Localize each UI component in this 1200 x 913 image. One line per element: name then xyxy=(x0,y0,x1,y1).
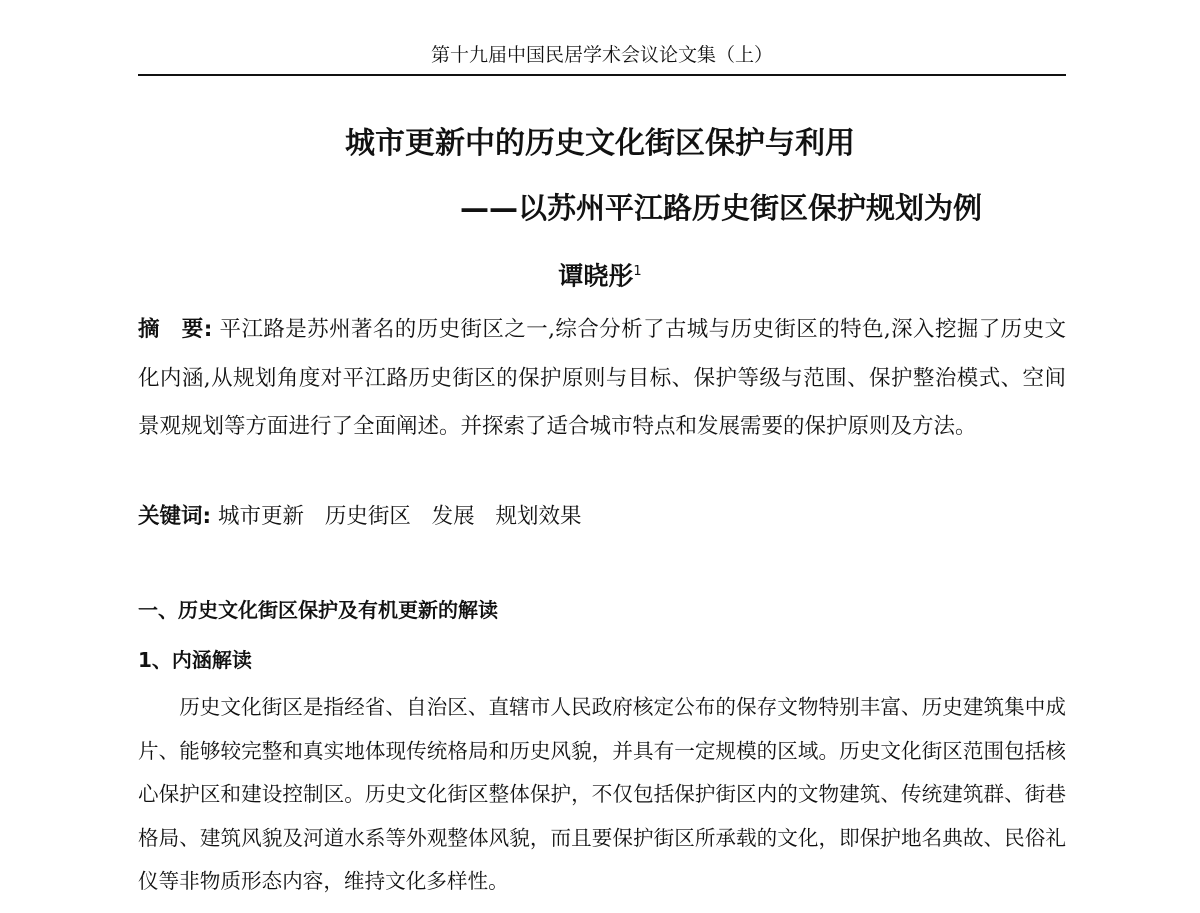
keywords xyxy=(138,497,1066,537)
section-heading: 一、历史文化街区保护及有机更新的解读 xyxy=(138,598,498,622)
header-rule xyxy=(138,74,1066,76)
author-line xyxy=(0,252,1200,296)
keyword-item: 城市更新 xyxy=(217,504,304,529)
body-paragraph: 历史文化街区是指经省、自治区、直辖市人民政府核定公布的保存文物特别丰富、历史建筑集中成片、能够较完整和真实地体现传统格局和历史风貌，并具有一定规模的区域。历史文化街区范围包括核心保护区和建设控制区。历史文化街区整体保护，不仅包括保护街区内的文物建筑、传统建筑群、街巷格局、建筑风貌及河道水系等外观整体风貌，而且要保护街区所承载的文化，即保护地名典故、民俗礼仪等非物质形态内容，维持文化多样性。 xyxy=(138,695,1066,893)
keyword-item: 发展 xyxy=(431,504,475,529)
keywords-label: 关键词: xyxy=(138,504,212,529)
running-header: 第十九届中国民居学术会议论文集（上） xyxy=(430,44,773,66)
abstract xyxy=(138,306,1066,452)
author-name: 谭晓彤 xyxy=(558,261,634,291)
subsection-heading: 1、内涵解读 xyxy=(138,648,252,672)
abstract-text: 平江路是苏州著名的历史街区之一,综合分析了古城与历史街区的特色,深入挖掘了历史文化内涵,从规划角度对平江路历史街区的保护原则与目标、保护等级与范围、保护整治模式、空间景观规划等方面进行了全面阐述。并探索了适合城市特点和发展需要的保护原则及方法。 xyxy=(138,317,1066,439)
abstract-label: 摘 要: xyxy=(138,317,213,342)
keyword-item: 历史街区 xyxy=(324,504,411,529)
paper-subtitle: ——以苏州平江路历史街区保护规划为例 xyxy=(460,191,983,225)
author-footnote-mark: 1 xyxy=(633,264,642,279)
keyword-item: 规划效果 xyxy=(495,504,582,529)
paper-title: 城市更新中的历史文化街区保护与利用 xyxy=(345,126,855,161)
